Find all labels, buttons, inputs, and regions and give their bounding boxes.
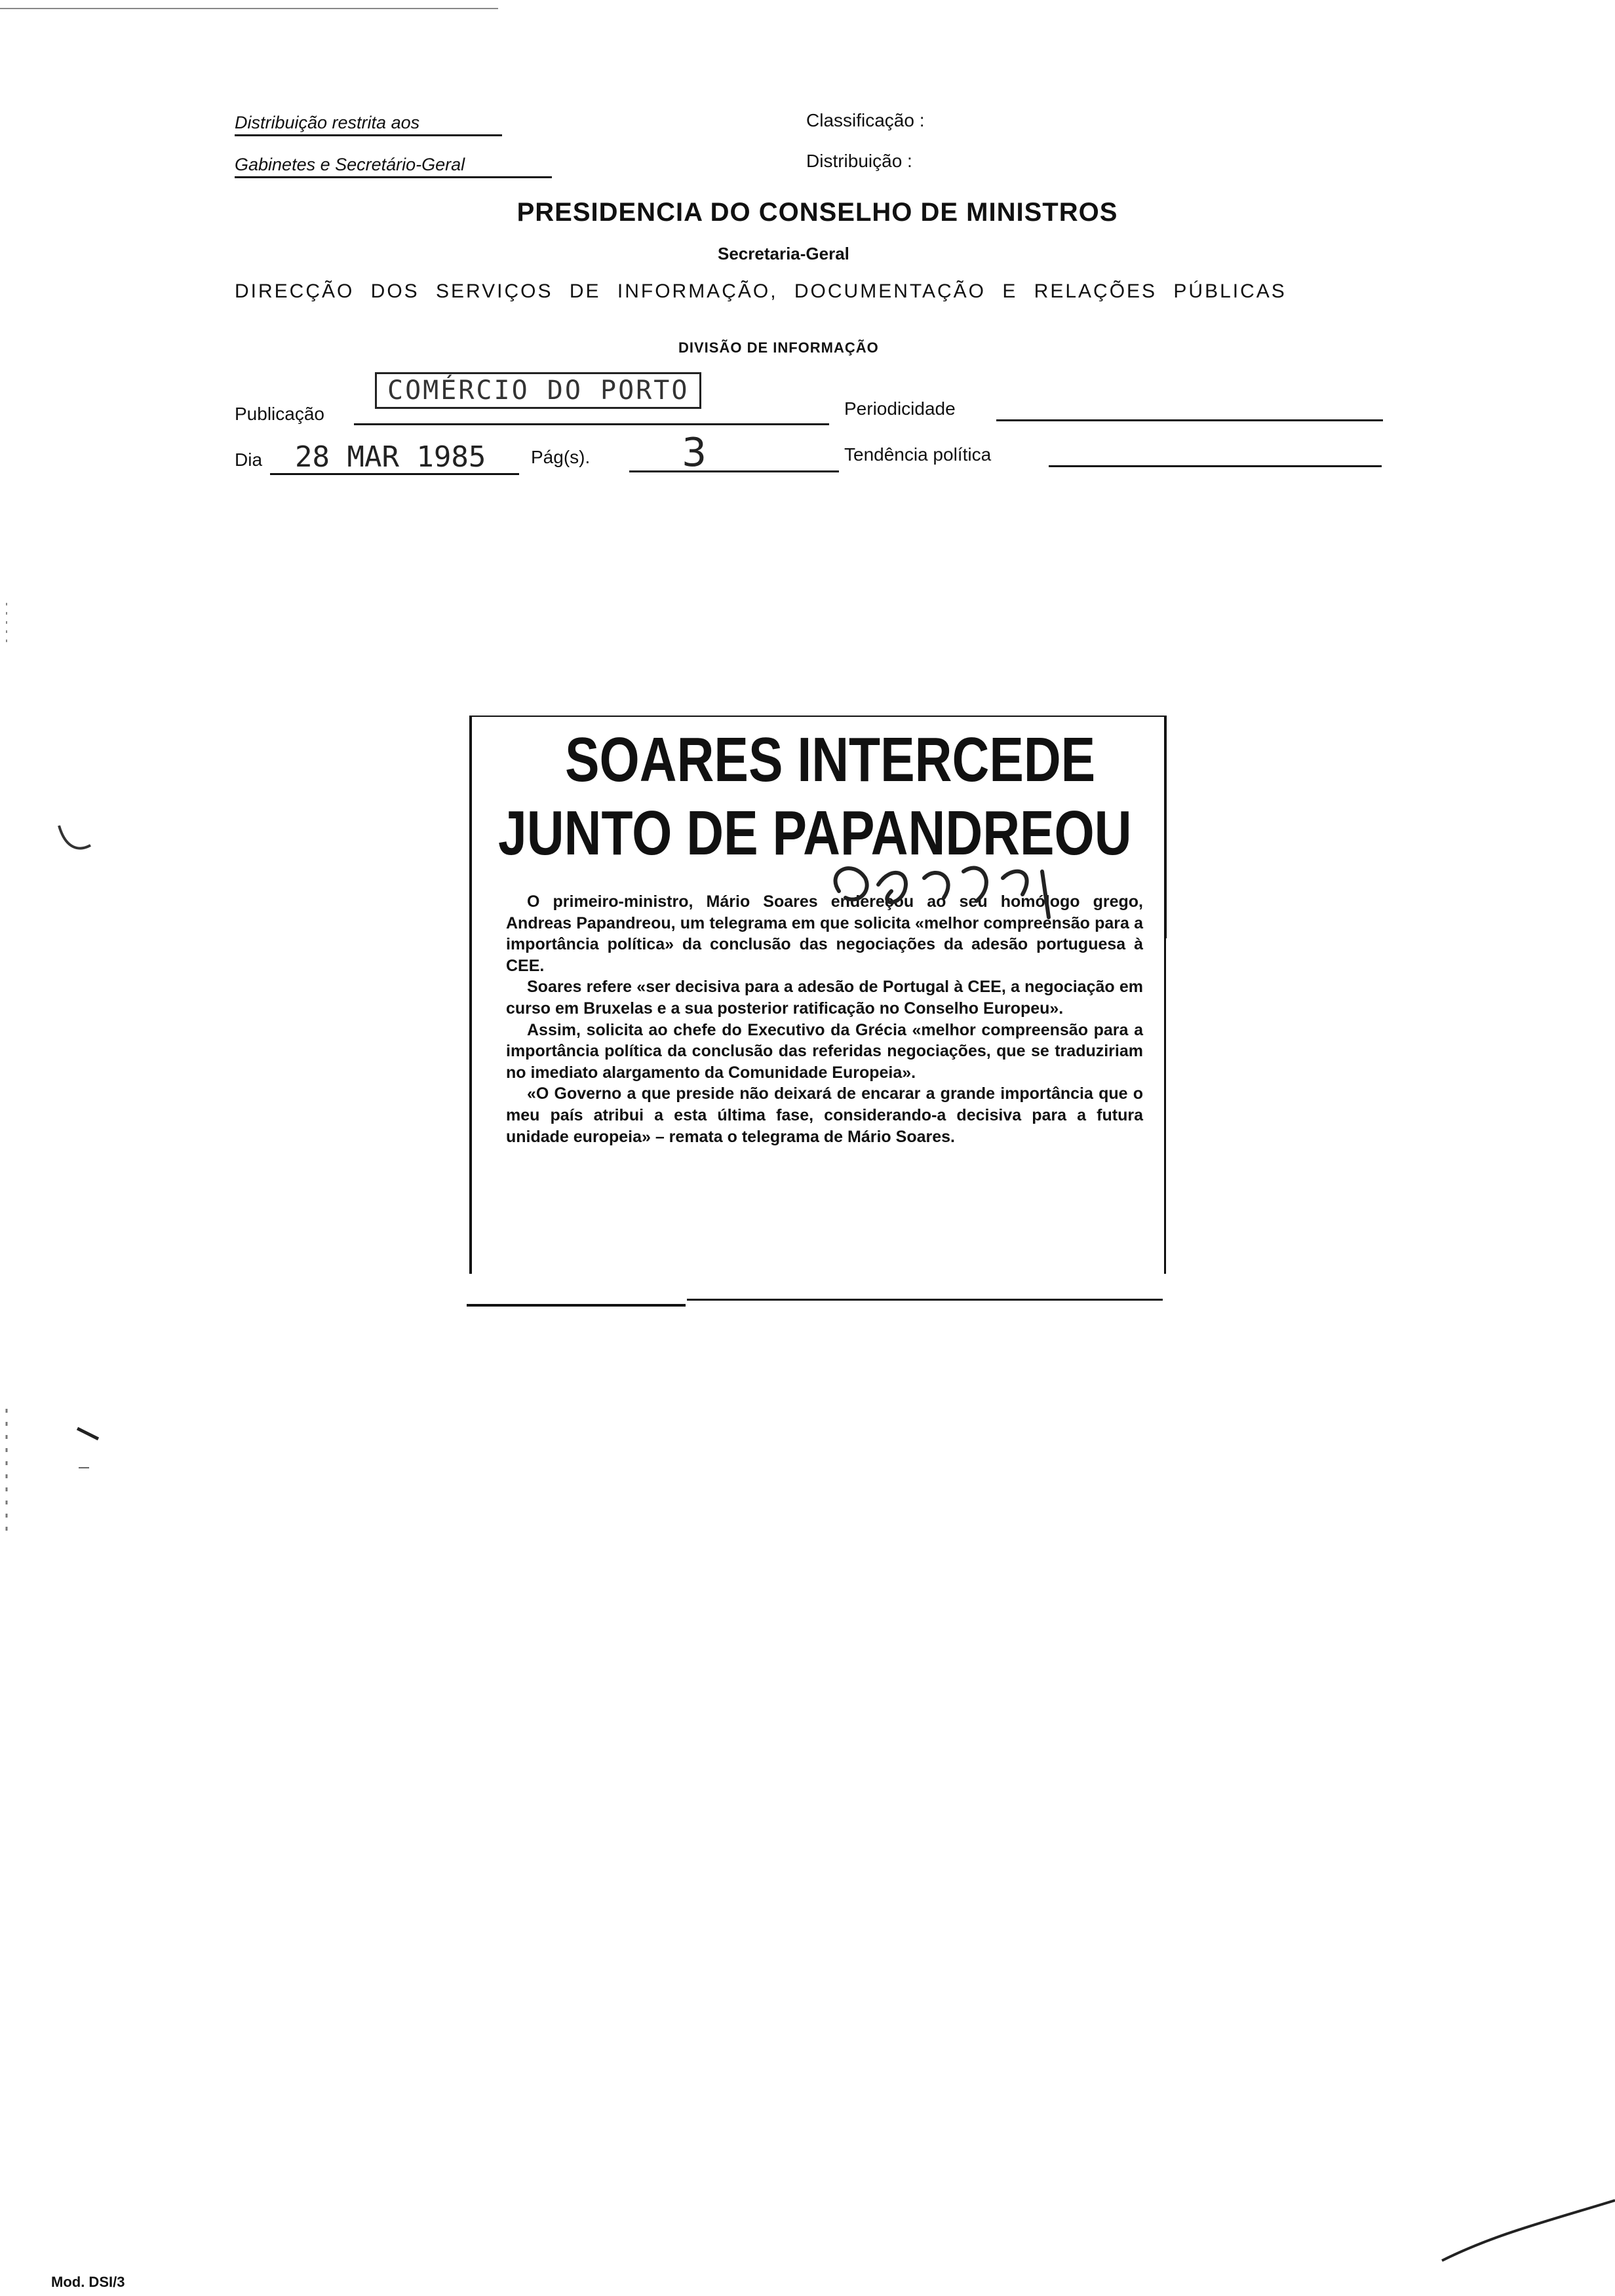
top-rule <box>0 8 498 9</box>
clipping-headline-line2: JUNTO DE PAPANDREOU <box>498 798 1132 868</box>
pages-value: 3 <box>682 430 707 476</box>
page-title: PRESIDENCIA DO CONSELHO DE MINISTROS <box>516 198 1118 227</box>
publication-stamp: COMÉRCIO DO PORTO <box>375 372 701 409</box>
pages-field-line <box>629 470 839 472</box>
clipping-bottom-rule-left <box>467 1304 686 1307</box>
clipping-paragraph: Assim, solicita ao chefe do Executivo da Grécia «melhor compreensão para a importância política da conclusão das referidas negociações, que se traduziriam no imediato alargamento da Comunidade Europeia». <box>506 1020 1143 1082</box>
political-tendency-field-line <box>1049 465 1382 467</box>
page-subtitle: Secretaria-Geral <box>718 244 849 263</box>
day-value: 28 MAR 1985 <box>295 440 486 474</box>
clipping-right-rule <box>1164 716 1167 938</box>
political-tendency-label: Tendência política <box>844 444 992 465</box>
pages-label: Pág(s). <box>531 447 591 467</box>
restricted-distribution-line1: Distribuição restrita aos <box>235 113 502 136</box>
clipping-paragraph: «O Governo a que preside não deixará de encarar a grande importância que o meu país atribui a esta última fase, considerando-a decisiva para a futura unidade europeia» – remata o telegrama de Mário Soares. <box>506 1084 1143 1146</box>
clipping-bottom-rule-right <box>687 1299 1163 1301</box>
handwritten-annotation <box>813 845 1088 930</box>
distribution-label: Distribuição : <box>806 151 912 171</box>
clipping-headline-line1: SOARES INTERCEDE <box>565 725 1096 795</box>
clipping-paragraph: O primeiro-ministro, Mário Soares endereçou ao seu homólogo grego, Andreas Papandreou, um telegrama em que solicita «melhor compreensão para a importância política» da conclusão das negociações da adesão portuguesa à CEE. <box>506 892 1143 975</box>
clipping-paragraph: Soares refere «ser decisiva para a adesão de Portugal à CEE, a negociação em curso em Bruxelas e a sua posterior ratificação no Conselho Europeu». <box>506 978 1143 1018</box>
periodicity-label: Periodicidade <box>844 398 956 419</box>
publication-field-line <box>354 423 829 425</box>
restricted-distribution-line2: Gabinetes e Secretário-Geral <box>235 155 552 178</box>
directorate-line: DIRECÇÃO DOS SERVIÇOS DE INFORMAÇÃO, DOCUMENTAÇÃO E RELAÇÕES PÚBLICAS <box>235 280 1287 302</box>
division-line: DIVISÃO DE INFORMAÇÃO <box>678 339 879 356</box>
scan-artifacts-left <box>0 590 105 1573</box>
form-code: Mod. DSI/3 <box>51 2274 125 2290</box>
day-label: Dia <box>235 450 263 470</box>
classification-label: Classificação : <box>806 110 925 130</box>
publication-label: Publicação <box>235 404 324 424</box>
scan-artifact-bottom-right <box>1429 2182 1615 2274</box>
periodicity-field-line <box>996 419 1383 421</box>
